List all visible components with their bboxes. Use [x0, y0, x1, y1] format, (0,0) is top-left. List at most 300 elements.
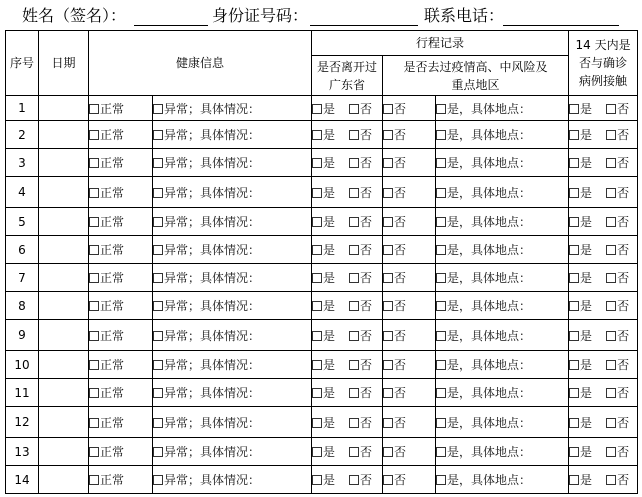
- health-normal-cell: [89, 379, 153, 407]
- health-abnormal-option[interactable]: 异常；具体情况：: [153, 414, 260, 431]
- checkbox-icon[interactable]: [89, 104, 99, 114]
- checkbox-icon[interactable]: [569, 245, 579, 255]
- contact-no-option[interactable]: 否: [606, 126, 629, 143]
- checkbox-icon[interactable]: [606, 104, 616, 114]
- col-risk-header: [383, 56, 569, 96]
- checkbox-icon[interactable]: [153, 360, 163, 370]
- checkbox-icon[interactable]: [569, 158, 579, 168]
- checkbox-icon[interactable]: [312, 245, 322, 255]
- risk-area-yes-option[interactable]: 是，具体地点：: [436, 154, 531, 171]
- checkbox-icon[interactable]: [383, 475, 393, 485]
- checkbox-icon[interactable]: [383, 388, 393, 398]
- contact-no-option[interactable]: 否: [606, 297, 629, 314]
- left-gd-yes-option[interactable]: 是: [312, 241, 335, 258]
- checkbox-icon[interactable]: [436, 245, 446, 255]
- checkbox-icon[interactable]: [436, 388, 446, 398]
- left-gd-yes-option[interactable]: 是: [312, 297, 335, 314]
- health-abnormal-option[interactable]: 异常；具体情况：: [153, 184, 260, 201]
- header-row-1: [6, 31, 638, 56]
- health-abnormal-option[interactable]: 异常；具体情况：: [153, 269, 260, 286]
- risk-area-yes-option[interactable]: 是，具体地点：: [436, 126, 531, 143]
- risk-area-no-option[interactable]: 否: [383, 126, 406, 143]
- id-label: 身份证号码：: [212, 6, 309, 25]
- checkbox-icon[interactable]: [349, 331, 359, 341]
- left-gd-no-option[interactable]: 否: [349, 213, 372, 230]
- checkbox-icon[interactable]: [383, 245, 393, 255]
- risk-area-no-option[interactable]: 否: [383, 443, 406, 460]
- contact-no-option[interactable]: 否: [606, 154, 629, 171]
- left-gd-cell: [312, 320, 383, 351]
- health-normal-option[interactable]: 正常: [89, 414, 124, 431]
- risk-area-no-option[interactable]: 否: [383, 414, 406, 431]
- id-field[interactable]: [310, 25, 418, 26]
- checkbox-icon[interactable]: [606, 331, 616, 341]
- health-normal-cell: [89, 96, 153, 121]
- date-cell[interactable]: [39, 379, 89, 407]
- risk-area-yes-cell: [436, 379, 569, 407]
- checkbox-icon[interactable]: [569, 331, 579, 341]
- row-number: 13: [6, 438, 39, 466]
- checkbox-icon[interactable]: [153, 245, 163, 255]
- checkbox-icon[interactable]: [153, 104, 163, 114]
- checkbox-icon[interactable]: [436, 104, 446, 114]
- health-abnormal-option[interactable]: 异常；具体情况：: [153, 443, 260, 460]
- contact-yes-option[interactable]: 是: [569, 414, 592, 431]
- left-gd-no-option[interactable]: 否: [349, 154, 372, 171]
- row-number: 11: [6, 379, 39, 407]
- checkbox-icon[interactable]: [383, 217, 393, 227]
- checkbox-icon[interactable]: [606, 475, 616, 485]
- left-gd-no-option[interactable]: 否: [349, 414, 372, 431]
- date-cell[interactable]: [39, 407, 89, 438]
- checkbox-icon[interactable]: [153, 388, 163, 398]
- checkbox-icon[interactable]: [89, 418, 99, 428]
- checkbox-icon[interactable]: [89, 217, 99, 227]
- left-gd-cell: [312, 264, 383, 292]
- checkbox-icon[interactable]: [383, 301, 393, 311]
- contact-no-option[interactable]: 否: [606, 327, 629, 344]
- checkbox-icon[interactable]: [606, 360, 616, 370]
- health-normal-cell: [89, 292, 153, 320]
- form-header: [0, 0, 642, 30]
- checkbox-icon[interactable]: [436, 301, 446, 311]
- checkbox-icon[interactable]: [436, 475, 446, 485]
- checkbox-icon[interactable]: [436, 217, 446, 227]
- checkbox-icon[interactable]: [89, 130, 99, 140]
- checkbox-icon[interactable]: [312, 388, 322, 398]
- health-normal-option[interactable]: 正常: [89, 241, 124, 258]
- contact-no-option[interactable]: 否: [606, 414, 629, 431]
- checkbox-icon[interactable]: [383, 188, 393, 198]
- risk-area-yes-option[interactable]: 是，具体地点：: [436, 356, 531, 373]
- date-cell[interactable]: [39, 264, 89, 292]
- risk-area-no-option[interactable]: 否: [383, 241, 406, 258]
- checkbox-icon[interactable]: [436, 273, 446, 283]
- contact-no-option[interactable]: 否: [606, 269, 629, 286]
- checkbox-icon[interactable]: [312, 331, 322, 341]
- left-gd-yes-option[interactable]: 是: [312, 356, 335, 373]
- checkbox-icon[interactable]: [569, 475, 579, 485]
- left-gd-yes-option[interactable]: 是: [312, 471, 335, 488]
- checkbox-icon[interactable]: [312, 104, 322, 114]
- checkbox-icon[interactable]: [349, 273, 359, 283]
- health-abnormal-option[interactable]: 异常；具体情况：: [153, 100, 260, 117]
- checkbox-icon[interactable]: [89, 331, 99, 341]
- checkbox-icon[interactable]: [89, 301, 99, 311]
- health-abnormal-option[interactable]: 异常；具体情况：: [153, 327, 260, 344]
- contact-no-option[interactable]: 否: [606, 241, 629, 258]
- date-cell[interactable]: [39, 96, 89, 121]
- risk-area-yes-option[interactable]: 是，具体地点：: [436, 414, 531, 431]
- risk-area-yes-option[interactable]: 是，具体地点：: [436, 327, 531, 344]
- health-abnormal-option[interactable]: 异常；具体情况：: [153, 384, 260, 401]
- checkbox-icon[interactable]: [569, 104, 579, 114]
- left-gd-yes-option[interactable]: 是: [312, 184, 335, 201]
- contact-yes-option[interactable]: 是: [569, 297, 592, 314]
- date-cell[interactable]: [39, 320, 89, 351]
- health-normal-option[interactable]: 正常: [89, 443, 124, 460]
- health-normal-option[interactable]: 正常: [89, 213, 124, 230]
- left-gd-no-option[interactable]: 否: [349, 269, 372, 286]
- contact-yes-option[interactable]: 是: [569, 443, 592, 460]
- left-gd-cell: [312, 438, 383, 466]
- contact-no-option[interactable]: 否: [606, 443, 629, 460]
- checkbox-icon[interactable]: [383, 130, 393, 140]
- left-gd-yes-option[interactable]: 是: [312, 154, 335, 171]
- risk-area-no-cell: [383, 407, 436, 438]
- checkbox-icon[interactable]: [436, 188, 446, 198]
- risk-area-no-cell: [383, 121, 436, 149]
- checkbox-icon[interactable]: [606, 388, 616, 398]
- checkbox-icon[interactable]: [153, 217, 163, 227]
- col-health-header: 健康信息: [89, 31, 312, 96]
- left-gd-no-option[interactable]: 否: [349, 184, 372, 201]
- risk-area-no-option[interactable]: 否: [383, 100, 406, 117]
- date-cell[interactable]: [39, 292, 89, 320]
- contact-no-option[interactable]: 否: [606, 471, 629, 488]
- contact-yes-option[interactable]: 是: [569, 126, 592, 143]
- checkbox-icon[interactable]: [153, 418, 163, 428]
- contact-yes-option[interactable]: 是: [569, 213, 592, 230]
- risk-area-yes-option[interactable]: 是，具体地点：: [436, 471, 531, 488]
- checkbox-icon[interactable]: [349, 130, 359, 140]
- risk-area-yes-cell: [436, 121, 569, 149]
- health-abnormal-option[interactable]: 异常；具体情况：: [153, 356, 260, 373]
- risk-area-no-option[interactable]: 否: [383, 356, 406, 373]
- health-abnormal-cell: [153, 351, 312, 379]
- checkbox-icon[interactable]: [89, 475, 99, 485]
- risk-area-yes-cell: [436, 407, 569, 438]
- date-cell[interactable]: [39, 208, 89, 236]
- risk-area-yes-option[interactable]: 是，具体地点：: [436, 269, 531, 286]
- left-gd-no-option[interactable]: 否: [349, 126, 372, 143]
- checkbox-icon[interactable]: [312, 158, 322, 168]
- health-normal-option[interactable]: 正常: [89, 100, 124, 117]
- checkbox-icon[interactable]: [153, 158, 163, 168]
- checkbox-icon[interactable]: [153, 130, 163, 140]
- risk-area-yes-option[interactable]: 是，具体地点：: [436, 297, 531, 314]
- checkbox-icon[interactable]: [606, 418, 616, 428]
- checkbox-icon[interactable]: [349, 104, 359, 114]
- checkbox-icon[interactable]: [606, 130, 616, 140]
- health-normal-cell: [89, 466, 153, 494]
- risk-area-yes-cell: [436, 149, 569, 177]
- table-row: [6, 208, 638, 236]
- table-row: [6, 292, 638, 320]
- checkbox-icon[interactable]: [436, 158, 446, 168]
- health-normal-cell: [89, 320, 153, 351]
- checkbox-icon[interactable]: [436, 418, 446, 428]
- checkbox-icon[interactable]: [436, 447, 446, 457]
- checkbox-icon[interactable]: [383, 104, 393, 114]
- risk-area-no-option[interactable]: 否: [383, 269, 406, 286]
- left-gd-yes-option[interactable]: 是: [312, 100, 335, 117]
- row-number: 8: [6, 292, 39, 320]
- checkbox-icon[interactable]: [606, 217, 616, 227]
- table-row: [6, 320, 638, 351]
- risk-area-no-cell: [383, 208, 436, 236]
- health-abnormal-option[interactable]: 异常；具体情况：: [153, 154, 260, 171]
- checkbox-icon[interactable]: [89, 273, 99, 283]
- risk-area-no-option[interactable]: 否: [383, 154, 406, 171]
- checkbox-icon[interactable]: [383, 360, 393, 370]
- checkbox-icon[interactable]: [569, 130, 579, 140]
- risk-area-yes-option[interactable]: 是，具体地点：: [436, 384, 531, 401]
- date-cell[interactable]: [39, 351, 89, 379]
- checkbox-icon[interactable]: [312, 273, 322, 283]
- checkbox-icon[interactable]: [312, 418, 322, 428]
- risk-area-yes-option[interactable]: 是，具体地点：: [436, 184, 531, 201]
- checkbox-icon[interactable]: [436, 360, 446, 370]
- contact-yes-option[interactable]: 是: [569, 100, 592, 117]
- checkbox-icon[interactable]: [569, 273, 579, 283]
- date-cell[interactable]: [39, 149, 89, 177]
- left-gd-no-option[interactable]: 否: [349, 297, 372, 314]
- checkbox-icon[interactable]: [349, 158, 359, 168]
- col-risk-line-1: 是否去过疫情高、中风险及: [403, 59, 548, 74]
- left-gd-no-option[interactable]: 否: [349, 327, 372, 344]
- left-gd-yes-option[interactable]: 是: [312, 269, 335, 286]
- table-row: [6, 96, 638, 121]
- checkbox-icon[interactable]: [606, 158, 616, 168]
- risk-area-yes-option[interactable]: 是，具体地点：: [436, 100, 531, 117]
- checkbox-icon[interactable]: [606, 301, 616, 311]
- risk-area-yes-option[interactable]: 是，具体地点：: [436, 443, 531, 460]
- left-gd-cell: [312, 379, 383, 407]
- health-abnormal-cell: [153, 236, 312, 264]
- left-gd-no-option[interactable]: 否: [349, 443, 372, 460]
- checkbox-icon[interactable]: [89, 188, 99, 198]
- checkbox-icon[interactable]: [569, 301, 579, 311]
- contact-yes-option[interactable]: 是: [569, 184, 592, 201]
- health-normal-option[interactable]: 正常: [89, 269, 124, 286]
- risk-area-no-cell: [383, 351, 436, 379]
- health-abnormal-option[interactable]: 异常；具体情况：: [153, 241, 260, 258]
- left-gd-cell: [312, 149, 383, 177]
- contact-yes-option[interactable]: 是: [569, 241, 592, 258]
- checkbox-icon[interactable]: [312, 188, 322, 198]
- name-field[interactable]: [134, 25, 208, 26]
- checkbox-icon[interactable]: [89, 447, 99, 457]
- risk-area-no-option[interactable]: 否: [383, 327, 406, 344]
- health-normal-option[interactable]: 正常: [89, 327, 124, 344]
- checkbox-icon[interactable]: [312, 217, 322, 227]
- checkbox-icon[interactable]: [312, 447, 322, 457]
- left-gd-cell: [312, 96, 383, 121]
- contact-yes-option[interactable]: 是: [569, 269, 592, 286]
- checkbox-icon[interactable]: [312, 130, 322, 140]
- checkbox-icon[interactable]: [89, 388, 99, 398]
- date-cell[interactable]: [39, 466, 89, 494]
- left-gd-yes-option[interactable]: 是: [312, 414, 335, 431]
- left-gd-yes-option[interactable]: 是: [312, 384, 335, 401]
- row-number: 2: [6, 121, 39, 149]
- date-cell[interactable]: [39, 177, 89, 208]
- checkbox-icon[interactable]: [349, 188, 359, 198]
- health-abnormal-cell: [153, 438, 312, 466]
- checkbox-icon[interactable]: [569, 418, 579, 428]
- health-normal-option[interactable]: 正常: [89, 297, 124, 314]
- contact-no-option[interactable]: 否: [606, 384, 629, 401]
- left-gd-no-option[interactable]: 否: [349, 356, 372, 373]
- health-abnormal-option[interactable]: 异常；具体情况：: [153, 297, 260, 314]
- risk-area-no-option[interactable]: 否: [383, 297, 406, 314]
- checkbox-icon[interactable]: [349, 447, 359, 457]
- checkbox-icon[interactable]: [383, 273, 393, 283]
- left-gd-yes-option[interactable]: 是: [312, 443, 335, 460]
- table-row: [6, 149, 638, 177]
- risk-area-no-cell: [383, 466, 436, 494]
- checkbox-icon[interactable]: [312, 360, 322, 370]
- checkbox-icon[interactable]: [606, 188, 616, 198]
- left-gd-yes-option[interactable]: 是: [312, 213, 335, 230]
- checkbox-icon[interactable]: [436, 331, 446, 341]
- checkbox-icon[interactable]: [349, 245, 359, 255]
- table-row: [6, 466, 638, 494]
- left-gd-no-option[interactable]: 否: [349, 471, 372, 488]
- checkbox-icon[interactable]: [153, 301, 163, 311]
- checkbox-icon[interactable]: [383, 447, 393, 457]
- checkbox-icon[interactable]: [606, 447, 616, 457]
- left-gd-cell: [312, 466, 383, 494]
- contact-cell: [569, 149, 638, 177]
- contact-cell: [569, 292, 638, 320]
- health-normal-option[interactable]: 正常: [89, 154, 124, 171]
- risk-area-yes-option[interactable]: 是，具体地点：: [436, 241, 531, 258]
- risk-area-no-cell: [383, 96, 436, 121]
- checkbox-icon[interactable]: [312, 301, 322, 311]
- risk-area-no-option[interactable]: 否: [383, 384, 406, 401]
- contact-yes-option[interactable]: 是: [569, 471, 592, 488]
- date-cell[interactable]: [39, 438, 89, 466]
- left-gd-no-option[interactable]: 否: [349, 384, 372, 401]
- contact-yes-option[interactable]: 是: [569, 356, 592, 373]
- left-gd-yes-option[interactable]: 是: [312, 126, 335, 143]
- checkbox-icon[interactable]: [349, 301, 359, 311]
- checkbox-icon[interactable]: [569, 217, 579, 227]
- checkbox-icon[interactable]: [153, 447, 163, 457]
- contact-no-option[interactable]: 否: [606, 100, 629, 117]
- checkbox-icon[interactable]: [436, 130, 446, 140]
- health-normal-cell: [89, 208, 153, 236]
- checkbox-icon[interactable]: [89, 360, 99, 370]
- left-gd-no-option[interactable]: 否: [349, 100, 372, 117]
- checkbox-icon[interactable]: [569, 447, 579, 457]
- contact-no-option[interactable]: 否: [606, 184, 629, 201]
- left-gd-yes-option[interactable]: 是: [312, 327, 335, 344]
- name-label: 姓名（签名）：: [22, 6, 127, 25]
- contact-yes-option[interactable]: 是: [569, 327, 592, 344]
- contact-no-option[interactable]: 否: [606, 356, 629, 373]
- checkbox-icon[interactable]: [349, 360, 359, 370]
- left-gd-cell: [312, 208, 383, 236]
- checkbox-icon[interactable]: [606, 273, 616, 283]
- checkbox-icon[interactable]: [349, 217, 359, 227]
- checkbox-icon[interactable]: [606, 245, 616, 255]
- table-row: [6, 438, 638, 466]
- date-cell[interactable]: [39, 121, 89, 149]
- checkbox-icon[interactable]: [153, 475, 163, 485]
- health-normal-option[interactable]: 正常: [89, 471, 124, 488]
- risk-area-no-option[interactable]: 否: [383, 184, 406, 201]
- checkbox-icon[interactable]: [89, 245, 99, 255]
- health-normal-option[interactable]: 正常: [89, 384, 124, 401]
- contact-yes-option[interactable]: 是: [569, 384, 592, 401]
- health-normal-option[interactable]: 正常: [89, 184, 124, 201]
- col-contact-header: [569, 31, 638, 96]
- health-normal-option[interactable]: 正常: [89, 356, 124, 373]
- health-abnormal-cell: [153, 320, 312, 351]
- checkbox-icon[interactable]: [153, 331, 163, 341]
- checkbox-icon[interactable]: [383, 331, 393, 341]
- risk-area-no-option[interactable]: 否: [383, 213, 406, 230]
- risk-area-no-cell: [383, 379, 436, 407]
- checkbox-icon[interactable]: [569, 360, 579, 370]
- left-gd-no-option[interactable]: 否: [349, 241, 372, 258]
- checkbox-icon[interactable]: [383, 158, 393, 168]
- health-normal-option[interactable]: 正常: [89, 126, 124, 143]
- checkbox-icon[interactable]: [349, 388, 359, 398]
- health-abnormal-option[interactable]: 异常；具体情况：: [153, 471, 260, 488]
- contact-cell: [569, 466, 638, 494]
- checkbox-icon[interactable]: [153, 188, 163, 198]
- checkbox-icon[interactable]: [89, 158, 99, 168]
- checkbox-icon[interactable]: [569, 188, 579, 198]
- risk-area-no-option[interactable]: 否: [383, 471, 406, 488]
- col-contact-line-3: 病例接触: [579, 74, 628, 88]
- col-left-gd-line-2: 广东省: [329, 77, 366, 92]
- contact-no-option[interactable]: 否: [606, 213, 629, 230]
- contact-yes-option[interactable]: 是: [569, 154, 592, 171]
- contact-cell: [569, 236, 638, 264]
- checkbox-icon[interactable]: [349, 475, 359, 485]
- contact-cell: [569, 407, 638, 438]
- left-gd-cell: [312, 121, 383, 149]
- checkbox-icon[interactable]: [383, 418, 393, 428]
- health-normal-cell: [89, 438, 153, 466]
- health-abnormal-option[interactable]: 异常；具体情况：: [153, 126, 260, 143]
- checkbox-icon[interactable]: [153, 273, 163, 283]
- risk-area-yes-option[interactable]: 是，具体地点：: [436, 213, 531, 230]
- health-abnormal-option[interactable]: 异常；具体情况：: [153, 213, 260, 230]
- checkbox-icon[interactable]: [312, 475, 322, 485]
- health-normal-cell: [89, 149, 153, 177]
- phone-field[interactable]: [503, 25, 619, 26]
- checkbox-icon[interactable]: [569, 388, 579, 398]
- date-cell[interactable]: [39, 236, 89, 264]
- checkbox-icon[interactable]: [349, 418, 359, 428]
- contact-cell: [569, 96, 638, 121]
